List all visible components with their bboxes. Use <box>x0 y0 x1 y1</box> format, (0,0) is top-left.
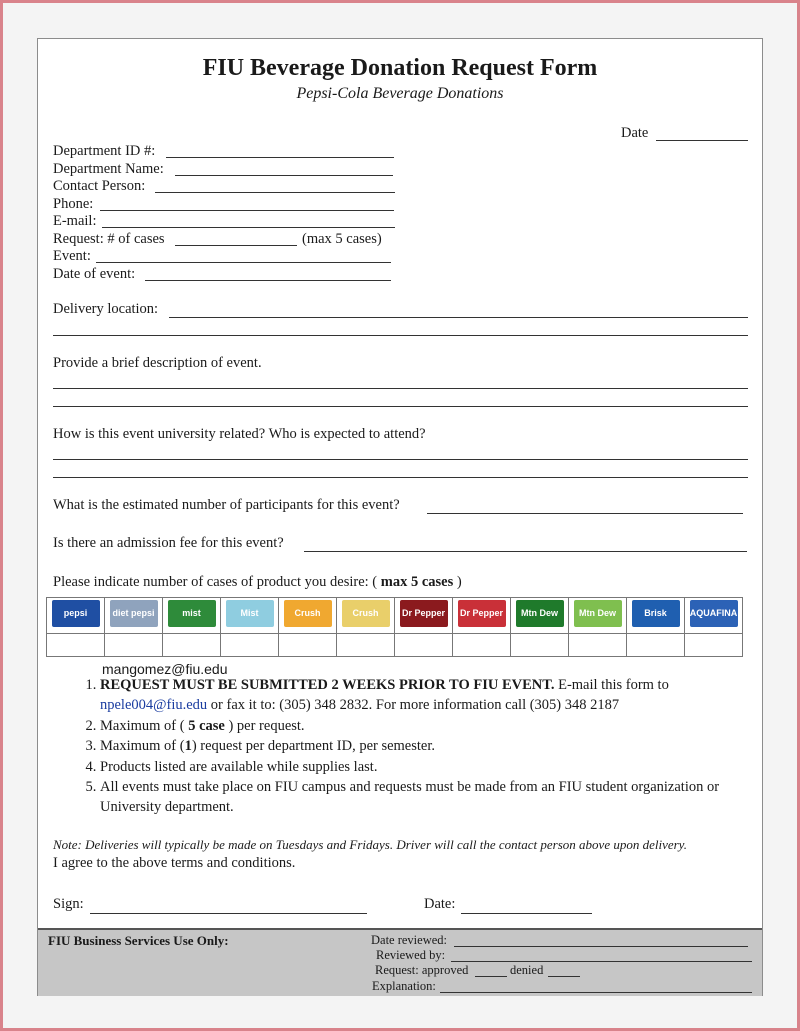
event-label: Event: <box>53 248 91 264</box>
product-quantity-cell[interactable] <box>221 634 279 657</box>
max-cases-note: (max 5 cases) <box>302 231 382 247</box>
rule-4: 4. Products listed are available while supplies last. <box>100 757 740 777</box>
product-quantity-cell[interactable] <box>279 634 337 657</box>
rule-2: 2. Maximum of ( 5 case ) per request. <box>100 716 740 736</box>
delivery-note: Note: Deliveries will typically be made on Tuesdays and Fridays. Driver will call the contact person above upon delivery. <box>53 837 687 852</box>
form-subtitle: Pepsi-Cola Beverage Donations <box>296 85 504 102</box>
product-quantity-cell[interactable] <box>105 634 163 657</box>
product-quantity-cell[interactable] <box>627 634 685 657</box>
product-cell <box>569 598 627 634</box>
product-logo: mist <box>168 600 216 627</box>
rules-list <box>56 675 740 818</box>
event-line[interactable] <box>96 262 391 263</box>
university-related-line-1[interactable] <box>53 459 748 460</box>
form-title: FIU Beverage Donation Request Form <box>202 55 598 81</box>
email-line[interactable] <box>102 227 395 228</box>
rule-3: 3. Maximum of (1) request per department ID, per semester. <box>100 736 740 756</box>
office-use-section <box>38 928 762 996</box>
contact-email-label: mangomez@fiu.edu <box>102 661 228 677</box>
product-cell <box>163 598 221 634</box>
date-reviewed-line[interactable] <box>454 946 748 947</box>
contact-person-label: Contact Person: <box>53 178 146 194</box>
product-logo: pepsi <box>52 600 100 627</box>
product-logo: AQUAFINA <box>690 600 738 627</box>
department-name-line[interactable] <box>175 175 393 176</box>
agree-terms: I agree to the above terms and conditions. <box>53 855 296 871</box>
rule-5: 5. All events must take place on FIU campus and requests must be made from an FIU student organization or University department. <box>100 777 740 817</box>
approved-line[interactable] <box>475 976 507 977</box>
email-label: E-mail: <box>53 213 97 229</box>
phone-line[interactable] <box>100 210 394 211</box>
product-quantity-cell[interactable] <box>685 634 743 657</box>
event-description-line-2[interactable] <box>53 406 748 407</box>
participants-label: What is the estimated number of participants for this event? <box>53 497 400 513</box>
product-logo: Mist <box>226 600 274 627</box>
product-logo: Dr Pepper <box>458 600 506 627</box>
indicate-cases-label: Please indicate number of cases of product you desire: ( max 5 cases ) <box>53 574 462 590</box>
signature-line[interactable] <box>90 913 367 914</box>
product-cell <box>511 598 569 634</box>
date-of-event-line[interactable] <box>145 280 391 281</box>
product-quantity-cell[interactable] <box>395 634 453 657</box>
product-quantity-row <box>47 634 743 657</box>
product-cell <box>279 598 337 634</box>
department-name-label: Department Name: <box>53 161 164 177</box>
product-quantity-cell[interactable] <box>569 634 627 657</box>
denied-label: denied <box>510 963 544 977</box>
sign-date-line[interactable] <box>461 913 592 914</box>
product-cell <box>685 598 743 634</box>
rule-1: 1. REQUEST MUST BE SUBMITTED 2 WEEKS PRIOR TO FIU EVENT. E-mail this form to npele004@fiu.edu or fax it to: (305) 348 2832. For more information call (305) 348 2187 <box>100 675 740 715</box>
denied-line[interactable] <box>548 976 580 977</box>
date-of-event-label: Date of event: <box>53 266 136 282</box>
product-logo: Crush <box>342 600 390 627</box>
date-reviewed-label: Date reviewed: <box>371 933 448 947</box>
office-use-title: FIU Business Services Use Only: <box>48 933 229 948</box>
department-id-line[interactable] <box>166 157 394 158</box>
request-cases-label: Request: # of cases <box>53 231 165 247</box>
sign-date-label: Date: <box>424 896 456 912</box>
phone-label: Phone: <box>53 196 94 212</box>
request-email-link[interactable]: npele004@fiu.edu <box>100 697 208 713</box>
product-cell <box>221 598 279 634</box>
admission-fee-label: Is there an admission fee for this event? <box>53 535 284 551</box>
explanation-line[interactable] <box>440 992 752 993</box>
delivery-location-line-2[interactable] <box>53 335 748 336</box>
request-approved-label: Request: approved <box>375 963 469 977</box>
product-cell <box>395 598 453 634</box>
request-cases-line[interactable] <box>175 245 297 246</box>
product-cell <box>47 598 105 634</box>
product-quantity-cell[interactable] <box>511 634 569 657</box>
university-related-label: How is this event university related? Who is expected to attend? <box>53 426 426 442</box>
admission-fee-line[interactable] <box>304 551 747 552</box>
product-cell <box>337 598 395 634</box>
product-quantity-cell[interactable] <box>163 634 221 657</box>
product-cell <box>627 598 685 634</box>
form-page <box>37 38 763 996</box>
delivery-location-line-1[interactable] <box>169 317 748 318</box>
product-quantity-cell[interactable] <box>453 634 511 657</box>
sign-label: Sign: <box>53 896 84 912</box>
university-related-line-2[interactable] <box>53 477 748 478</box>
date-label: Date <box>621 125 649 141</box>
contact-person-line[interactable] <box>155 192 395 193</box>
event-description-label: Provide a brief description of event. <box>53 355 262 371</box>
product-table <box>46 597 743 657</box>
department-id-label: Department ID #: <box>53 143 156 159</box>
product-logo: diet pepsi <box>110 600 158 627</box>
delivery-location-label: Delivery location: <box>53 301 159 317</box>
product-logo: Dr Pepper <box>400 600 448 627</box>
product-logo: Brisk <box>632 600 680 627</box>
date-line[interactable] <box>656 140 748 141</box>
product-logo-row <box>47 598 743 634</box>
product-logo: Mtn Dew <box>574 600 622 627</box>
product-cell <box>105 598 163 634</box>
product-quantity-cell[interactable] <box>337 634 395 657</box>
explanation-label: Explanation: <box>372 979 436 993</box>
reviewed-by-line[interactable] <box>451 961 752 962</box>
product-quantity-cell[interactable] <box>47 634 105 657</box>
event-description-line-1[interactable] <box>53 388 748 389</box>
product-logo: Mtn Dew <box>516 600 564 627</box>
reviewed-by-label: Reviewed by: <box>376 948 446 962</box>
product-logo: Crush <box>284 600 332 627</box>
participants-line[interactable] <box>427 513 743 514</box>
product-cell <box>453 598 511 634</box>
